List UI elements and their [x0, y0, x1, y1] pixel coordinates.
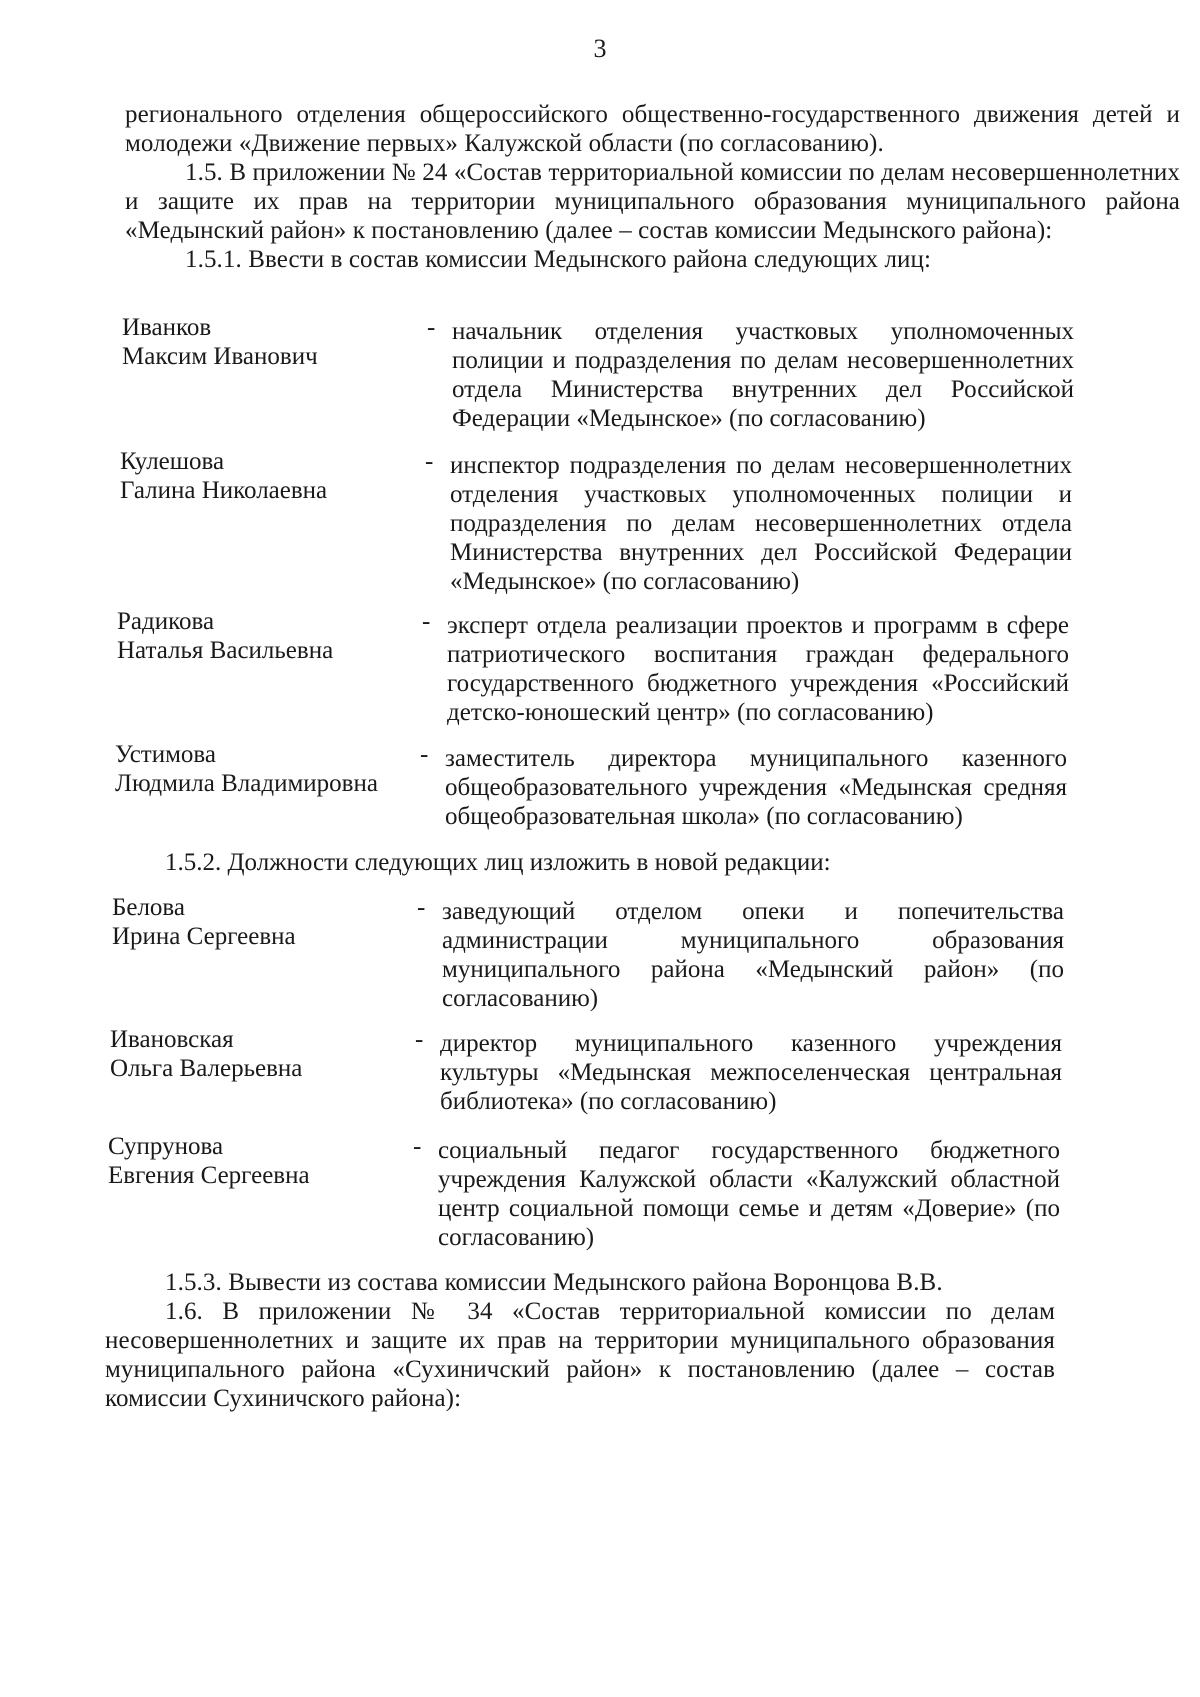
person-position: начальник отделения участковых уполномоченных полиции и подразделения по делам несовершеннолетних отдела Министерства внутренних дел Российской Федерации «Медынское» (по согласованию) [452, 318, 1074, 432]
item-1-5-3-paragraph: 1.5.3. Вывести из состава комиссии Медынского района Воронцова В.В. [165, 1269, 943, 1296]
person-surname: Ивановская [110, 1026, 234, 1053]
page-number: 3 [593, 34, 607, 63]
person-position: социальный педагог государственного бюджетного учреждения Калужской области «Калужский областной центр социальной помощи семье и детям «Доверие» (по согласованию) [438, 1137, 1060, 1251]
person-surname: Белова [112, 894, 185, 921]
person-position: заместитель директора муниципального казенного общеобразовательного учреждения «Медынская средняя общеобразовательная школа» (по согласованию) [445, 745, 1067, 830]
person-given-names: Наталья Васильевна [117, 637, 334, 664]
person-name [122, 313, 422, 371]
dash-separator: - [415, 1026, 424, 1053]
person-name [110, 1025, 410, 1083]
dash-separator: - [425, 448, 434, 475]
person-name [117, 607, 417, 665]
dash-separator: - [422, 608, 431, 635]
person-name [115, 740, 415, 798]
person-given-names: Ирина Сергеевна [112, 923, 296, 950]
dash-separator: - [417, 894, 426, 921]
person-surname: Кулешова [120, 448, 225, 475]
person-given-names: Ольга Валерьевна [110, 1055, 303, 1082]
person-surname: Супрунова [108, 1133, 224, 1160]
person-name [112, 893, 412, 951]
person-given-names: Евгения Сергеевна [108, 1162, 310, 1189]
person-position: заведующий отделом опеки и попечительства администрации муниципального образования муниципального района «Медынский район» (по согласованию) [442, 898, 1064, 1012]
person-position: инспектор подразделения по делам несовершеннолетних отделения участковых уполномоченных полиции и подразделения по делам несовершеннолетних отдела Министерства внутренних дел Российской Федерации «Медынское» (по согласованию) [450, 452, 1072, 595]
item-1-5-1-heading: 1.5.1. Ввести в состав комиссии Медынского района следующих лиц: [185, 246, 932, 273]
person-position: эксперт отдела реализации проектов и программ в сфере патриотического воспитания граждан федерального государственного бюджетного учреждения «Российский детско-юношеский центр» (по согласованию) [447, 612, 1069, 726]
person-surname: Иванков [122, 314, 212, 341]
dash-separator: - [427, 314, 436, 341]
person-given-names: Максим Иванович [122, 343, 318, 370]
person-name [120, 447, 420, 505]
item-1-5-paragraph: 1.5. В приложении № 24 «Состав территориальной комиссии по делам несовершеннолетних и защите их прав на территории муниципального образования муниципального района «Медынский район» к постановлению (далее – состав комиссии Медынского района): [125, 159, 1180, 244]
dash-separator: - [420, 741, 429, 768]
person-name [108, 1132, 408, 1190]
person-given-names: Галина Николаевна [120, 477, 328, 504]
dash-separator: - [413, 1133, 422, 1160]
person-surname: Устимова [115, 741, 216, 768]
item-1-5-2-heading: 1.5.2. Должности следующих лиц изложить в новой редакции: [165, 849, 831, 876]
closing-block [105, 1268, 1055, 1413]
intro-paragraph-continuation: регионального отделения общероссийского общественно-государственного движения детей и молодежи «Движение первых» Калужской области (по согласованию). [125, 101, 1180, 157]
person-position: директор муниципального казенного учреждения культуры «Медынская межпоселенческая центральная библиотека» (по согласованию) [440, 1030, 1062, 1115]
intro-block [125, 100, 1180, 274]
person-surname: Радикова [117, 608, 215, 635]
item-1-6-paragraph: 1.6. В приложении № 34 «Состав территориальной комиссии по делам несовершеннолетних и защите их прав на территории муниципального образования муниципального района «Сухиничский район» к постановлению (далее – состав комиссии Сухиничского района): [105, 1298, 1055, 1412]
person-given-names: Людмила Владимировна [115, 770, 378, 797]
